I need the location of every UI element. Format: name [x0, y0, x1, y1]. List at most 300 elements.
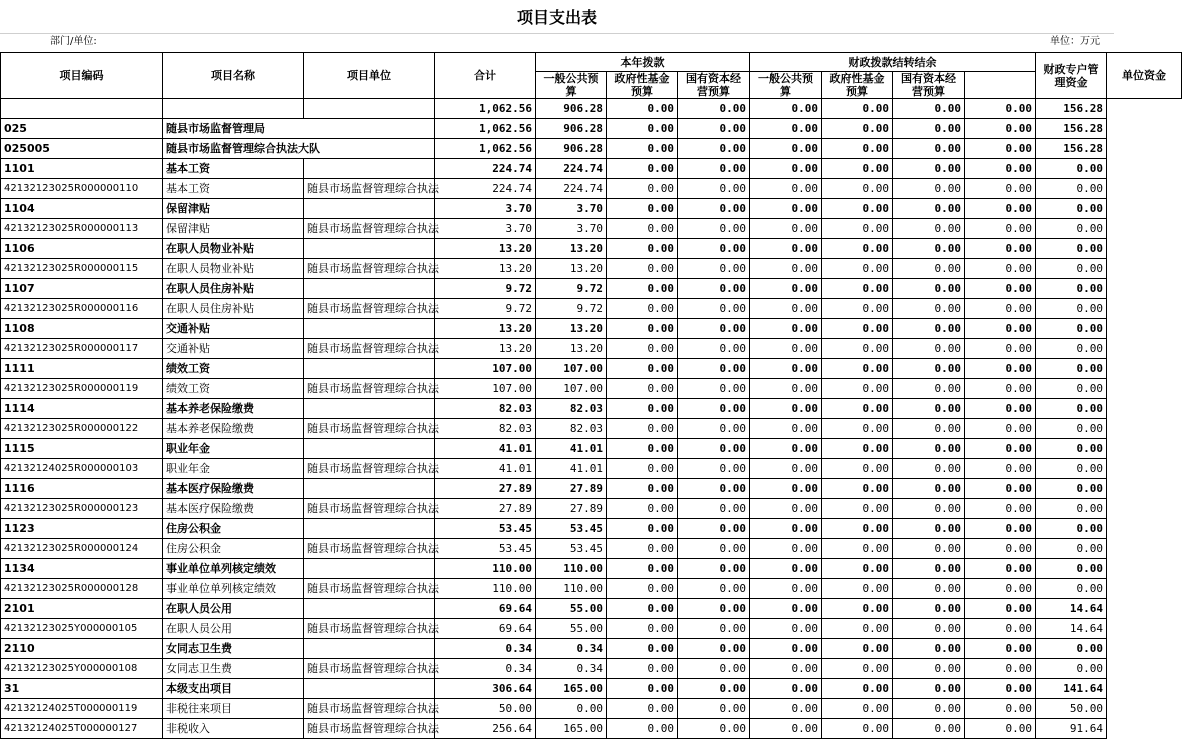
cell-amount: 0.00: [678, 459, 750, 479]
cell-amount: 0.00: [965, 479, 1036, 499]
cell-amount: 0.00: [750, 699, 822, 719]
cell-amount: 0.00: [536, 699, 607, 719]
cell-amount: 0.00: [965, 139, 1036, 159]
header-carry-state-capital: 国有资本经营预算: [893, 72, 965, 99]
cell-project-code: 1114: [1, 399, 163, 419]
cell-amount: 27.89: [435, 499, 536, 519]
cell-project-unit: [304, 599, 435, 619]
cell-project-unit: 随县市场监督管理综合执法: [304, 179, 435, 199]
cell-amount: 0.00: [678, 159, 750, 179]
cell-project-code: 42132123025R000000116: [1, 299, 163, 319]
cell-amount: 0.00: [822, 519, 893, 539]
cell-project-name: 事业单位单列核定绩效: [163, 579, 304, 599]
cell-amount: 0.00: [965, 579, 1036, 599]
cell-amount: 0.00: [678, 359, 750, 379]
table-row: [1, 519, 1182, 539]
header-carry-gov-fund: 政府性基金预算: [822, 72, 893, 99]
cell-amount: 0.00: [822, 159, 893, 179]
cell-project-name: 在职人员公用: [163, 619, 304, 639]
cell-amount: 0.00: [965, 359, 1036, 379]
cell-amount: 0.00: [822, 259, 893, 279]
cell-project-unit: 随县市场监督管理综合执法: [304, 419, 435, 439]
cell-project-unit: [304, 559, 435, 579]
cell-project-unit: [304, 239, 435, 259]
table-row: [1, 539, 1182, 559]
cell-amount: 0.00: [750, 599, 822, 619]
cell-project-unit: 随县市场监督管理综合执法: [304, 539, 435, 559]
cell-project-name: 基本养老保险缴费: [163, 419, 304, 439]
cell-amount: 0.00: [822, 199, 893, 219]
cell-amount: 0.00: [750, 299, 822, 319]
cell-amount: 0.00: [607, 319, 678, 339]
cell-amount: 0.00: [893, 499, 965, 519]
cell-amount: 0.00: [822, 539, 893, 559]
department-label: 部门/单位:: [50, 36, 97, 47]
table-row: [1, 459, 1182, 479]
cell-amount: 0.00: [893, 419, 965, 439]
cell-amount: 156.28: [1036, 139, 1107, 159]
cell-project-unit: [304, 679, 435, 699]
table-row: [1, 699, 1182, 719]
cell-project-code: 42132124025T000000127: [1, 719, 163, 739]
cell-amount: 0.00: [893, 259, 965, 279]
cell-project-unit: 随县市场监督管理综合执法: [304, 659, 435, 679]
cell-amount: 0.00: [750, 259, 822, 279]
cell-amount: 0.00: [678, 299, 750, 319]
cell-project-name: 本级支出项目: [163, 679, 304, 699]
cell-amount: 0.00: [607, 459, 678, 479]
cell-amount: 0.00: [893, 219, 965, 239]
cell-amount: 0.00: [822, 499, 893, 519]
cell-amount: 27.89: [536, 479, 607, 499]
cell-amount: 0.00: [1036, 439, 1107, 459]
cell-project-code: 42132124025R000000103: [1, 459, 163, 479]
cell-amount: 82.03: [435, 399, 536, 419]
table-row: [1, 399, 1182, 419]
cell-amount: 0.00: [607, 219, 678, 239]
table-row: [1, 619, 1182, 639]
table-row: [1, 319, 1182, 339]
cell-amount: 0.00: [1036, 639, 1107, 659]
cell-amount: 0.00: [1036, 299, 1107, 319]
cell-amount: 0.00: [965, 619, 1036, 639]
cell-amount: 13.20: [536, 319, 607, 339]
cell-amount: 0.00: [607, 359, 678, 379]
cell-project-code: 1101: [1, 159, 163, 179]
cell-amount: 0.00: [965, 199, 1036, 219]
cell-amount: 0.00: [965, 159, 1036, 179]
cell-amount: 0.00: [893, 479, 965, 499]
cell-amount: 110.00: [536, 579, 607, 599]
cell-amount: 0.00: [678, 279, 750, 299]
table-row: [1, 639, 1182, 659]
cell-amount: 906.28: [536, 119, 607, 139]
cell-amount: 0.00: [822, 619, 893, 639]
cell-amount: 1,062.56: [435, 99, 536, 119]
cell-amount: 0.00: [607, 379, 678, 399]
cell-amount: 0.00: [965, 339, 1036, 359]
cell-amount: 82.03: [536, 399, 607, 419]
cell-project-unit: 随县市场监督管理综合执法: [304, 219, 435, 239]
cell-amount: 0.00: [678, 659, 750, 679]
cell-amount: 0.00: [893, 319, 965, 339]
cell-amount: 0.00: [678, 619, 750, 639]
cell-amount: 0.34: [435, 659, 536, 679]
cell-project-unit: [304, 319, 435, 339]
cell-project-name: 在职人员物业补贴: [163, 259, 304, 279]
table-row: [1, 159, 1182, 179]
cell-project-name: 非税收入: [163, 719, 304, 739]
cell-project-name: 基本养老保险缴费: [163, 399, 304, 419]
cell-amount: 0.00: [607, 199, 678, 219]
cell-amount: 110.00: [435, 559, 536, 579]
cell-amount: 0.00: [1036, 219, 1107, 239]
cell-amount: 0.00: [750, 99, 822, 119]
cell-amount: 50.00: [435, 699, 536, 719]
cell-project-code: 42132124025T000000119: [1, 699, 163, 719]
cell-amount: 0.00: [607, 579, 678, 599]
cell-amount: 0.00: [678, 199, 750, 219]
cell-project-unit: [304, 159, 435, 179]
cell-amount: 0.00: [965, 399, 1036, 419]
cell-amount: 0.00: [607, 539, 678, 559]
cell-amount: 0.00: [750, 639, 822, 659]
cell-project-code: 31: [1, 679, 163, 699]
table-row: [1, 499, 1182, 519]
cell-amount: 0.00: [750, 459, 822, 479]
cell-amount: 0.00: [893, 619, 965, 639]
table-row: [1, 679, 1182, 699]
table-row: [1, 579, 1182, 599]
cell-amount: 107.00: [536, 359, 607, 379]
cell-amount: 0.00: [678, 579, 750, 599]
table-row: [1, 239, 1182, 259]
cell-project-name: 绩效工资: [163, 379, 304, 399]
cell-amount: 0.00: [607, 479, 678, 499]
cell-project-code: 42132123025R000000128: [1, 579, 163, 599]
cell-amount: 0.00: [893, 379, 965, 399]
cell-amount: 0.00: [965, 639, 1036, 659]
cell-amount: 0.00: [678, 99, 750, 119]
cell-project-name: 职业年金: [163, 459, 304, 479]
cell-amount: 0.00: [678, 479, 750, 499]
cell-project-code: 1106: [1, 239, 163, 259]
header-unit-fund: 单位资金: [1107, 53, 1182, 99]
cell-amount: 0.00: [1036, 459, 1107, 479]
cell-amount: 0.00: [607, 119, 678, 139]
cell-project-unit: 随县市场监督管理综合执法: [304, 379, 435, 399]
cell-amount: 0.00: [607, 699, 678, 719]
cell-amount: 0.00: [678, 259, 750, 279]
cell-amount: 0.00: [678, 319, 750, 339]
cell-amount: 9.72: [536, 279, 607, 299]
cell-amount: 0.00: [822, 379, 893, 399]
cell-amount: 107.00: [435, 359, 536, 379]
cell-amount: 224.74: [435, 159, 536, 179]
cell-project-name: 女同志卫生费: [163, 659, 304, 679]
cell-project-name: 基本工资: [163, 159, 304, 179]
cell-amount: 0.00: [822, 359, 893, 379]
cell-amount: 0.00: [750, 439, 822, 459]
cell-amount: 0.00: [893, 359, 965, 379]
cell-amount: 0.00: [893, 599, 965, 619]
cell-project-code: 42132123025Y000000105: [1, 619, 163, 639]
cell-amount: 224.74: [536, 159, 607, 179]
table-row: [1, 119, 1182, 139]
cell-project-code: 1104: [1, 199, 163, 219]
cell-amount: 0.00: [678, 139, 750, 159]
cell-amount: 0.00: [893, 99, 965, 119]
table-row: [1, 379, 1182, 399]
cell-project-name: 随县市场监督管理局: [163, 119, 435, 139]
cell-amount: 0.00: [607, 519, 678, 539]
cell-amount: 0.00: [893, 459, 965, 479]
cell-project-unit: [304, 479, 435, 499]
cell-amount: 0.00: [750, 359, 822, 379]
cell-amount: 3.70: [435, 199, 536, 219]
cell-amount: 0.00: [607, 499, 678, 519]
cell-project-unit: 随县市场监督管理综合执法: [304, 259, 435, 279]
cell-amount: 256.64: [435, 719, 536, 739]
cell-amount: 0.00: [965, 539, 1036, 559]
cell-amount: 0.34: [536, 659, 607, 679]
cell-project-name: 女同志卫生费: [163, 639, 304, 659]
cell-amount: 0.00: [893, 559, 965, 579]
cell-amount: 0.00: [607, 639, 678, 659]
page-title: 项目支出表: [516, 8, 597, 27]
cell-amount: 41.01: [536, 439, 607, 459]
cell-amount: 0.00: [678, 339, 750, 359]
cell-amount: 0.00: [750, 239, 822, 259]
cell-amount: 0.00: [965, 179, 1036, 199]
cell-amount: 0.00: [678, 439, 750, 459]
cell-amount: 0.00: [607, 719, 678, 739]
cell-amount: 224.74: [536, 179, 607, 199]
cell-project-unit: [304, 279, 435, 299]
cell-amount: 0.00: [965, 659, 1036, 679]
cell-amount: 0.00: [678, 539, 750, 559]
cell-amount: 0.00: [678, 699, 750, 719]
cell-amount: 224.74: [435, 179, 536, 199]
cell-amount: 0.00: [750, 379, 822, 399]
cell-amount: 0.00: [893, 519, 965, 539]
cell-amount: 0.00: [965, 459, 1036, 479]
cell-amount: 0.00: [822, 659, 893, 679]
cell-amount: 9.72: [435, 279, 536, 299]
cell-project-code: [1, 99, 163, 119]
cell-amount: 41.01: [435, 459, 536, 479]
cell-amount: 0.00: [893, 159, 965, 179]
cell-amount: 14.64: [1036, 599, 1107, 619]
cell-amount: 0.00: [1036, 539, 1107, 559]
header-code: 项目编码: [1, 53, 163, 99]
header-gen-budget: 一般公共预算: [536, 72, 607, 99]
cell-amount: 41.01: [435, 439, 536, 459]
cell-amount: 0.00: [893, 299, 965, 319]
cell-amount: 0.00: [750, 399, 822, 419]
cell-amount: 0.00: [822, 439, 893, 459]
cell-project-unit: [304, 519, 435, 539]
cell-amount: 3.70: [536, 199, 607, 219]
cell-amount: 13.20: [435, 259, 536, 279]
cell-amount: 82.03: [435, 419, 536, 439]
cell-amount: 55.00: [536, 599, 607, 619]
cell-amount: 0.00: [750, 119, 822, 139]
cell-amount: 0.00: [1036, 199, 1107, 219]
cell-project-unit: [304, 199, 435, 219]
cell-amount: 0.00: [822, 279, 893, 299]
header-total: 合计: [435, 53, 536, 99]
cell-amount: 0.00: [822, 119, 893, 139]
cell-amount: 0.00: [965, 379, 1036, 399]
cell-amount: 27.89: [536, 499, 607, 519]
cell-project-code: 42132123025R000000124: [1, 539, 163, 559]
cell-amount: 0.00: [750, 479, 822, 499]
cell-amount: 0.00: [893, 239, 965, 259]
cell-project-code: 1134: [1, 559, 163, 579]
header-group-current-year: 本年拨款: [536, 53, 750, 72]
cell-amount: 110.00: [435, 579, 536, 599]
cell-amount: 0.00: [750, 179, 822, 199]
cell-amount: 0.00: [1036, 399, 1107, 419]
cell-amount: 0.00: [678, 679, 750, 699]
cell-amount: 0.00: [750, 419, 822, 439]
cell-amount: 0.00: [678, 399, 750, 419]
header-state-capital: 国有资本经营预算: [678, 72, 750, 99]
cell-amount: 0.00: [893, 719, 965, 739]
cell-project-code: 1123: [1, 519, 163, 539]
table-row: [1, 419, 1182, 439]
cell-amount: 0.00: [1036, 559, 1107, 579]
cell-amount: 0.00: [965, 219, 1036, 239]
cell-amount: 0.00: [607, 99, 678, 119]
cell-amount: 0.00: [678, 639, 750, 659]
table-row: [1, 279, 1182, 299]
cell-amount: 0.00: [750, 279, 822, 299]
header-unit: 项目单位: [304, 53, 435, 99]
cell-project-code: 42132123025R000000110: [1, 179, 163, 199]
cell-amount: 1,062.56: [435, 119, 536, 139]
cell-amount: 0.00: [822, 179, 893, 199]
cell-project-unit: 随县市场监督管理综合执法: [304, 459, 435, 479]
cell-amount: 0.00: [678, 239, 750, 259]
cell-amount: 0.00: [1036, 499, 1107, 519]
cell-amount: 3.70: [536, 219, 607, 239]
cell-amount: 0.00: [1036, 379, 1107, 399]
cell-amount: 0.00: [607, 279, 678, 299]
cell-project-unit: [304, 439, 435, 459]
cell-amount: 0.00: [822, 699, 893, 719]
cell-project-code: 025005: [1, 139, 163, 159]
cell-amount: 0.34: [536, 639, 607, 659]
cell-amount: 0.00: [750, 219, 822, 239]
cell-amount: 0.00: [965, 439, 1036, 459]
cell-amount: 13.20: [435, 319, 536, 339]
cell-amount: 0.00: [607, 619, 678, 639]
cell-amount: 0.00: [607, 179, 678, 199]
cell-amount: 0.00: [965, 679, 1036, 699]
cell-project-code: 42132123025R000000123: [1, 499, 163, 519]
cell-project-name: 保留津贴: [163, 219, 304, 239]
cell-amount: 165.00: [536, 679, 607, 699]
cell-project-name: 在职人员住房补贴: [163, 279, 304, 299]
cell-amount: 0.00: [893, 439, 965, 459]
cell-amount: 306.64: [435, 679, 536, 699]
cell-amount: 0.00: [822, 639, 893, 659]
cell-project-code: 42132123025R000000115: [1, 259, 163, 279]
cell-amount: 0.00: [750, 519, 822, 539]
cell-amount: 0.00: [893, 139, 965, 159]
cell-amount: 53.45: [435, 539, 536, 559]
cell-amount: 0.00: [965, 419, 1036, 439]
table-row: [1, 339, 1182, 359]
cell-amount: 0.00: [678, 179, 750, 199]
cell-project-unit: 随县市场监督管理综合执法: [304, 299, 435, 319]
cell-amount: 0.00: [607, 419, 678, 439]
cell-amount: 0.00: [607, 159, 678, 179]
table-row: [1, 559, 1182, 579]
cell-project-unit: [304, 99, 435, 119]
cell-amount: 82.03: [536, 419, 607, 439]
cell-project-name: 事业单位单列核定绩效: [163, 559, 304, 579]
cell-project-name: 保留津贴: [163, 199, 304, 219]
cell-project-name: 非税往来项目: [163, 699, 304, 719]
table-body: [1, 99, 1182, 739]
cell-amount: 0.00: [822, 219, 893, 239]
cell-amount: 0.00: [678, 559, 750, 579]
cell-amount: 0.00: [965, 499, 1036, 519]
cell-amount: 0.00: [965, 719, 1036, 739]
header-gov-fund: 政府性基金预算: [607, 72, 678, 99]
cell-amount: 0.00: [822, 419, 893, 439]
cell-project-code: 42132123025R000000119: [1, 379, 163, 399]
cell-project-code: 2101: [1, 599, 163, 619]
cell-project-name: 住房公积金: [163, 539, 304, 559]
header-name: 项目名称: [163, 53, 304, 99]
cell-project-name: 在职人员公用: [163, 599, 304, 619]
cell-amount: 0.00: [893, 399, 965, 419]
cell-amount: 0.00: [893, 659, 965, 679]
header-carry-gen-budget: 一般公共预算: [750, 72, 822, 99]
cell-amount: 13.20: [435, 239, 536, 259]
cell-amount: 0.00: [822, 559, 893, 579]
cell-amount: 0.00: [1036, 319, 1107, 339]
table-row: [1, 439, 1182, 459]
cell-amount: 0.00: [750, 719, 822, 739]
cell-amount: 0.00: [750, 319, 822, 339]
cell-amount: 0.00: [607, 299, 678, 319]
cell-amount: 0.00: [822, 299, 893, 319]
cell-amount: 0.00: [607, 339, 678, 359]
cell-project-code: 42132123025R000000122: [1, 419, 163, 439]
cell-amount: 0.00: [822, 99, 893, 119]
cell-amount: 0.00: [965, 299, 1036, 319]
cell-project-code: 42132123025R000000113: [1, 219, 163, 239]
cell-amount: 156.28: [1036, 119, 1107, 139]
cell-amount: 69.64: [435, 599, 536, 619]
cell-project-name: 在职人员住房补贴: [163, 299, 304, 319]
cell-amount: 906.28: [536, 99, 607, 119]
cell-amount: 0.00: [822, 239, 893, 259]
cell-project-name: 基本医疗保险缴费: [163, 499, 304, 519]
cell-amount: 0.00: [893, 539, 965, 559]
cell-project-unit: [304, 639, 435, 659]
cell-amount: 53.45: [435, 519, 536, 539]
table-row: [1, 259, 1182, 279]
cell-project-name: 随县市场监督管理综合执法大队: [163, 139, 435, 159]
cell-amount: 53.45: [536, 539, 607, 559]
cell-amount: 53.45: [536, 519, 607, 539]
